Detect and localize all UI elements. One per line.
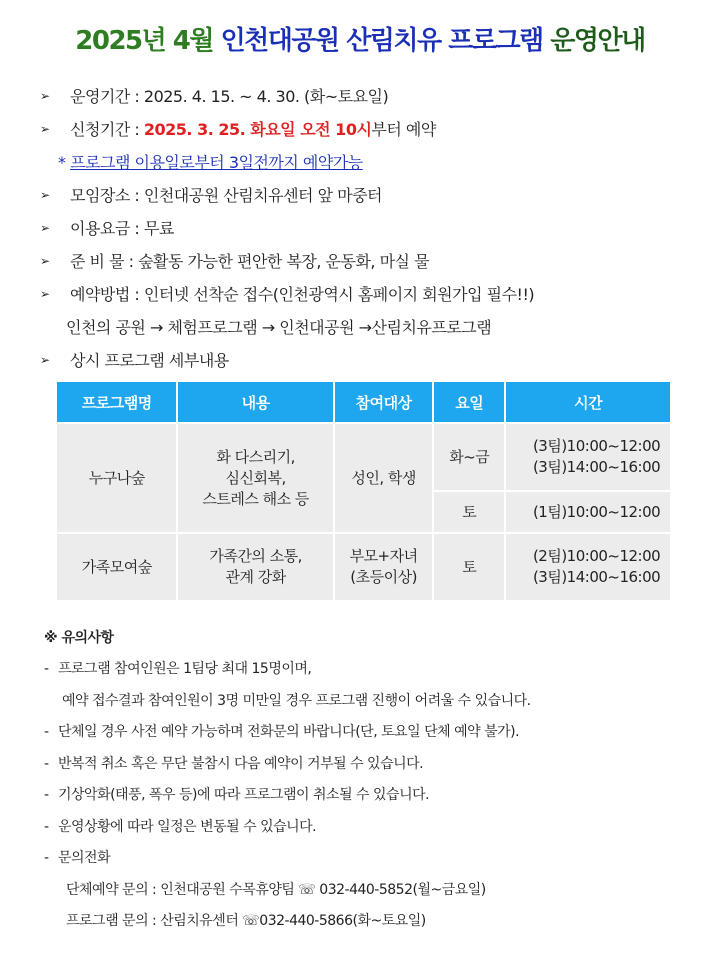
title-program: 인천대공원 산림치유 프로그램 [220,26,543,56]
time-slot: (2팀)10:00~12:00 [532,547,661,565]
note-reservation-deadline: 프로그램 이용일로부터 3일전까지 예약가능 [70,153,363,172]
note-item [44,843,694,875]
program-table [55,380,672,602]
note-item [44,749,694,781]
fee-text: 이용요금 : 무료 [70,219,174,238]
content-cell [177,423,333,533]
day-cell: 토 [433,491,505,533]
time-slot: (1팀)10:00~12:00 [532,502,661,521]
method-value: 인터넷 선착순 접수(인천광역시 홈페이지 회원가입 필수!!) [143,285,535,304]
period-value: 2025. 4. 15. ~ 4. 30. (화~토요일) [143,87,389,106]
time-slot: (3팀)14:00~16:00 [532,568,661,586]
table-row [56,533,671,601]
note-text: 운영상황에 따라 일정은 변동될 수 있습니다. [58,818,317,835]
table-header-row [56,381,671,423]
notes-section [44,622,694,938]
content-line: 스트레스 해소 등 [202,489,309,508]
dash-bullet: - [44,818,49,835]
content-cell [177,533,333,601]
dash-bullet: - [44,850,49,866]
place-text: 모임장소 : 인천대공원 산림치유센터 앞 마중터 [70,186,382,205]
note-item [44,812,694,844]
apply-rest: 부터 예약 [371,120,436,139]
arrow-bullet-icon: ➢ [40,89,50,103]
program-name-cell: 가족모여숲 [56,533,177,601]
dash-bullet: - [44,787,49,803]
note-star: * [58,153,71,172]
info-apply [36,113,696,146]
info-period [36,80,696,113]
header-content: 내용 [177,381,333,423]
info-list [36,80,696,377]
title-month: 2025년 4월 [75,26,221,56]
contact-group-phone: 단체예약 문의 : 인천대공원 수목휴양팀 ☏ 032-440-5852(월~금요일) [66,881,486,898]
target-line: (초등이상) [350,568,417,586]
time-cell [505,491,671,533]
arrow-bullet-icon: ➢ [40,221,50,235]
note-text: 문의전화 [58,850,111,866]
table-row [56,423,671,491]
info-fee [36,212,696,245]
arrow-bullet-icon: ➢ [40,188,50,202]
contact-program-phone: 프로그램 문의 : 산림치유센터 ☏032-440-5866(화~토요일) [66,913,426,929]
target-line: 부모+자녀 [349,547,418,565]
note-text: 반복적 취소 혹은 무단 불참시 다음 예약이 거부될 수 있습니다. [58,755,424,772]
note-item [44,780,694,812]
apply-date: 2025. 3. 25. 화요일 오전 10시 [143,120,372,139]
arrow-bullet-icon: ➢ [40,254,50,268]
page-title [0,20,720,57]
content-line: 가족간의 소통, [209,547,302,565]
header-program-name: 프로그램명 [56,381,177,423]
note-text: 기상악화(태풍, 폭우 등)에 따라 프로그램이 취소될 수 있습니다. [58,787,430,803]
contact-group [44,875,694,907]
time-slot: (3팀)10:00~12:00 [532,437,661,455]
info-prep [36,245,696,278]
note-item [44,654,694,686]
content-line: 심신회복, [225,468,286,487]
note-text: 프로그램 참여인원은 1팀당 최대 15명이며, [58,661,312,677]
info-detail [36,344,696,377]
apply-label: 신청기간 : [70,120,144,139]
info-note [36,146,696,179]
info-method-path [36,311,696,344]
dash-bullet: - [44,724,49,740]
target-cell [334,533,434,601]
time-slot: (3팀)14:00~16:00 [532,458,661,476]
program-name-cell: 누구나숲 [56,423,177,533]
dash-bullet: - [44,661,49,677]
target-cell: 성인, 학생 [334,423,434,533]
notes-heading: ※ 유의사항 [44,630,114,646]
header-time: 시간 [505,381,671,423]
arrow-bullet-icon: ➢ [40,353,50,367]
method-label: 예약방법 : [70,285,144,304]
info-place [36,179,696,212]
info-method [36,278,696,311]
prep-text: 준 비 물 : 숲활동 가능한 편안한 복장, 운동화, 마실 물 [70,252,430,271]
header-day: 요일 [433,381,505,423]
day-cell: 토 [433,533,505,601]
title-guide: 운영안내 [542,26,645,56]
note-text: 단체일 경우 사전 예약 가능하며 전화문의 바랍니다(단, 토요일 단체 예약 불가). [58,724,520,740]
dash-bullet: - [44,755,49,772]
arrow-bullet-icon: ➢ [40,287,50,301]
time-cell [505,533,671,601]
header-target: 참여대상 [334,381,434,423]
note-text: 예약 접수결과 참여인원이 3명 미만일 경우 프로그램 진행이 어려울 수 있습니다. [62,692,531,709]
method-path-text: 인천의 공원 → 체험프로그램 → 인천대공원 →산림치유프로그램 [66,318,492,337]
arrow-bullet-icon: ➢ [40,122,50,136]
content-line: 화 다스리기, [216,447,295,466]
note-item-continued [44,686,694,718]
contact-program [44,906,694,938]
day-cell: 화~금 [433,423,505,491]
detail-text: 상시 프로그램 세부내용 [70,351,229,370]
period-label: 운영기간 : [70,87,144,106]
content-line: 관계 강화 [225,568,286,586]
time-cell [505,423,671,491]
note-item [44,717,694,749]
